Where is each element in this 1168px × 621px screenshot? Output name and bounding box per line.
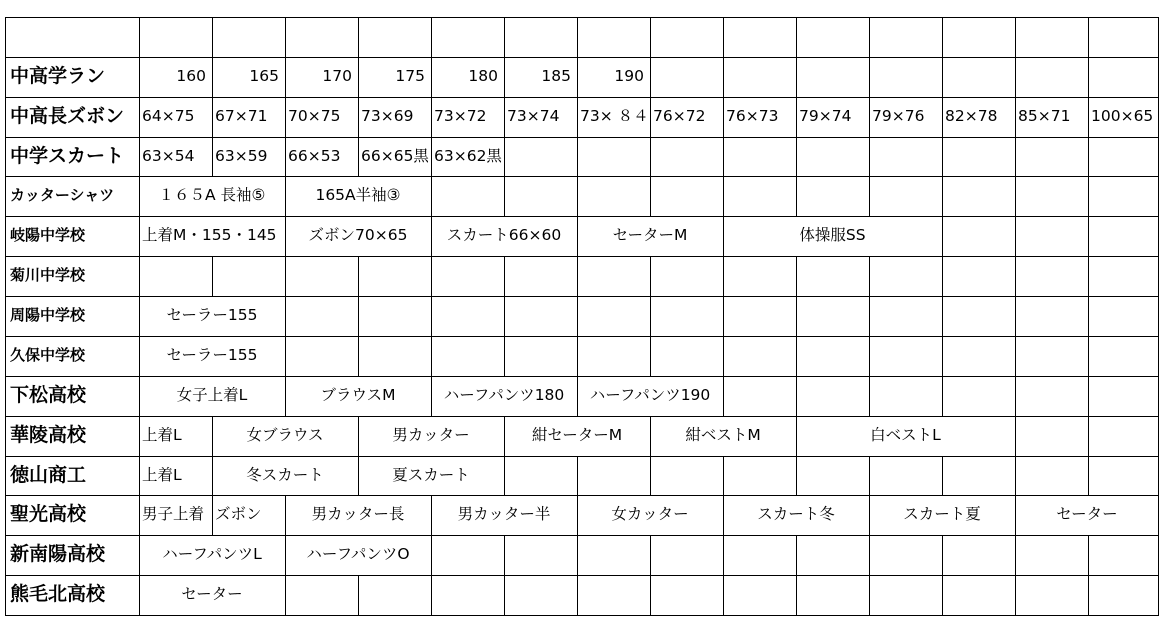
grid-vline: [1015, 97, 1016, 138]
grid-vline: [869, 57, 870, 98]
grid-vline: [5, 57, 6, 98]
table-cell: 180: [468, 66, 498, 85]
row-label: 菊川中学校: [10, 266, 86, 285]
grid-vline: [1015, 57, 1016, 98]
grid-vline: [942, 376, 943, 417]
grid-vline: [5, 336, 6, 377]
grid-vline: [942, 456, 943, 496]
table-cell: 73×69: [361, 106, 414, 125]
grid-vline: [1088, 336, 1089, 377]
grid-vline: [504, 535, 505, 576]
table-cell: セーラー155: [166, 345, 258, 364]
table-cell: 上着L: [142, 465, 182, 484]
table-cell: 160: [176, 66, 206, 85]
grid-vline: [942, 535, 943, 576]
grid-vline: [650, 97, 651, 138]
grid-vline: [1015, 176, 1016, 217]
grid-vline: [650, 57, 651, 98]
table-cell: 79×74: [799, 106, 852, 125]
grid-vline: [358, 97, 359, 138]
table-cell: 夏スカート: [392, 465, 470, 484]
grid-vline: [723, 575, 724, 616]
table-cell: 体操服SS: [799, 226, 866, 245]
grid-vline: [942, 137, 943, 177]
table-cell: 175: [395, 66, 425, 85]
grid-vline: [5, 216, 6, 257]
table-cell: 男子上着: [142, 505, 205, 524]
grid-vline: [5, 176, 6, 217]
table-cell: 上着L: [142, 425, 182, 444]
grid-vline: [139, 137, 140, 177]
grid-vline: [5, 575, 6, 616]
table-cell: 185: [541, 66, 571, 85]
grid-hline: [5, 137, 1159, 138]
grid-vline: [5, 296, 6, 337]
grid-vline: [796, 336, 797, 377]
grid-hline: [5, 495, 1159, 496]
grid-vline: [1158, 456, 1159, 496]
table-cell: 上着M・155・145: [142, 226, 277, 245]
grid-vline: [723, 57, 724, 98]
grid-vline: [723, 376, 724, 417]
grid-vline: [285, 336, 286, 377]
grid-vline: [796, 57, 797, 98]
grid-vline: [869, 137, 870, 177]
table-cell: 66×65黒: [361, 146, 429, 165]
grid-vline: [504, 296, 505, 337]
grid-vline: [942, 97, 943, 138]
grid-vline: [796, 456, 797, 496]
grid-vline: [650, 535, 651, 576]
grid-vline: [212, 97, 213, 138]
grid-vline: [5, 456, 6, 496]
grid-vline: [285, 296, 286, 337]
row-label: 華陵高校: [10, 423, 87, 446]
grid-vline: [942, 256, 943, 297]
grid-vline: [1015, 256, 1016, 297]
grid-vline: [650, 176, 651, 217]
row-label: 新南陽高校: [10, 543, 106, 566]
table-cell: 63×59: [215, 146, 268, 165]
grid-vline: [1158, 336, 1159, 377]
grid-vline: [5, 376, 6, 417]
grid-vline: [504, 97, 505, 138]
grid-vline: [796, 575, 797, 616]
grid-vline: [431, 535, 432, 576]
table-cell: ハーフパンツL: [162, 545, 262, 564]
grid-hline: [5, 376, 1159, 377]
grid-vline: [1158, 137, 1159, 177]
table-cell: 170: [322, 66, 352, 85]
grid-vline: [723, 97, 724, 138]
grid-vline: [1158, 535, 1159, 576]
grid-vline: [504, 176, 505, 217]
grid-vline: [1158, 376, 1159, 417]
grid-vline: [504, 575, 505, 616]
grid-vline: [1088, 97, 1089, 138]
grid-vline: [1158, 97, 1159, 138]
grid-vline: [5, 17, 6, 58]
grid-vline: [869, 256, 870, 297]
grid-vline: [139, 416, 140, 457]
grid-vline: [650, 256, 651, 297]
grid-vline: [504, 17, 505, 58]
grid-vline: [942, 176, 943, 217]
table-cell: １６５A 長袖⑤: [158, 186, 266, 205]
grid-vline: [139, 495, 140, 536]
grid-vline: [139, 456, 140, 496]
grid-vline: [1088, 137, 1089, 177]
grid-vline: [723, 535, 724, 576]
grid-vline: [1088, 376, 1089, 417]
grid-vline: [212, 137, 213, 177]
grid-vline: [1158, 575, 1159, 616]
grid-vline: [869, 176, 870, 217]
grid-vline: [431, 336, 432, 377]
table-cell: 白ベストL: [870, 425, 941, 444]
grid-vline: [577, 575, 578, 616]
table-cell: スカート66×60: [446, 226, 562, 245]
row-label: 聖光高校: [10, 503, 87, 526]
grid-vline: [650, 17, 651, 58]
grid-vline: [5, 535, 6, 576]
grid-vline: [577, 336, 578, 377]
table-cell: 女カッター: [611, 505, 689, 524]
grid-vline: [358, 17, 359, 58]
grid-vline: [1088, 456, 1089, 496]
table-cell: 63×62黒: [434, 146, 502, 165]
grid-vline: [723, 176, 724, 217]
grid-vline: [1015, 296, 1016, 337]
grid-vline: [577, 296, 578, 337]
grid-vline: [869, 575, 870, 616]
grid-vline: [212, 17, 213, 58]
grid-vline: [869, 296, 870, 337]
table-cell: 82×78: [945, 106, 998, 125]
row-label: 岐陽中学校: [10, 226, 86, 245]
grid-hline: [5, 256, 1159, 257]
grid-vline: [650, 296, 651, 337]
grid-vline: [1088, 57, 1089, 98]
grid-vline: [139, 97, 140, 138]
grid-vline: [5, 97, 6, 138]
grid-vline: [1015, 376, 1016, 417]
grid-vline: [1015, 456, 1016, 496]
table-cell: スカート夏: [903, 505, 981, 524]
grid-vline: [942, 575, 943, 616]
grid-vline: [1015, 575, 1016, 616]
row-label: 熊毛北高校: [10, 583, 106, 606]
grid-vline: [139, 256, 140, 297]
grid-vline: [796, 376, 797, 417]
grid-vline: [358, 256, 359, 297]
grid-vline: [869, 17, 870, 58]
grid-hline: [5, 416, 1159, 417]
grid-vline: [1088, 256, 1089, 297]
grid-vline: [723, 137, 724, 177]
grid-vline: [723, 296, 724, 337]
grid-vline: [869, 336, 870, 377]
grid-vline: [431, 17, 432, 58]
table-cell: 73×74: [507, 106, 560, 125]
grid-vline: [1088, 176, 1089, 217]
grid-vline: [1015, 416, 1016, 457]
grid-vline: [577, 137, 578, 177]
row-label: 中学スカート: [10, 144, 125, 167]
grid-vline: [1158, 176, 1159, 217]
grid-vline: [5, 495, 6, 536]
grid-vline: [431, 296, 432, 337]
table-cell: 女ブラウス: [246, 425, 324, 444]
table-cell: 165A半袖③: [315, 186, 401, 205]
grid-vline: [1088, 296, 1089, 337]
grid-hline: [5, 296, 1159, 297]
grid-hline: [5, 336, 1159, 337]
table-cell: 男カッター: [392, 425, 470, 444]
grid-hline: [5, 216, 1159, 217]
grid-vline: [1015, 216, 1016, 257]
grid-vline: [1158, 416, 1159, 457]
grid-vline: [1088, 575, 1089, 616]
table-cell: ブラウスM: [320, 385, 396, 404]
grid-vline: [1015, 535, 1016, 576]
table-cell: セーラー155: [166, 306, 258, 325]
row-label: 久保中学校: [10, 345, 86, 364]
table-cell: 紺セーターM: [531, 425, 623, 444]
grid-vline: [796, 137, 797, 177]
grid-vline: [285, 137, 286, 177]
grid-hline: [5, 575, 1159, 576]
table-cell: 73×72: [434, 106, 487, 125]
grid-vline: [504, 336, 505, 377]
table-cell: セーターM: [612, 226, 688, 245]
grid-vline: [139, 17, 140, 58]
table-cell: 76×72: [653, 106, 706, 125]
grid-vline: [577, 456, 578, 496]
grid-vline: [431, 137, 432, 177]
grid-vline: [358, 137, 359, 177]
inventory-table: [5, 17, 1159, 615]
grid-vline: [796, 17, 797, 58]
row-label: 徳山商工: [10, 463, 87, 486]
table-cell: 70×75: [288, 106, 341, 125]
grid-vline: [1158, 256, 1159, 297]
grid-vline: [1158, 57, 1159, 98]
table-cell: 冬スカート: [246, 465, 324, 484]
grid-vline: [1088, 17, 1089, 58]
grid-vline: [1088, 416, 1089, 457]
grid-vline: [1088, 216, 1089, 257]
table-cell: ハーフパンツ180: [443, 385, 565, 404]
grid-vline: [942, 296, 943, 337]
row-label: 中高学ラン: [10, 64, 106, 87]
table-cell: 64×75: [142, 106, 195, 125]
grid-vline: [577, 535, 578, 576]
table-cell: ハーフパンツ190: [589, 385, 711, 404]
grid-vline: [796, 296, 797, 337]
grid-hline: [5, 456, 1159, 457]
grid-vline: [650, 336, 651, 377]
grid-hline: [5, 176, 1159, 177]
grid-vline: [431, 256, 432, 297]
table-cell: ズボン: [215, 505, 262, 524]
table-cell: ズボン70×65: [308, 226, 408, 245]
grid-vline: [577, 176, 578, 217]
grid-hline: [5, 615, 1159, 616]
grid-vline: [212, 495, 213, 536]
table-cell: 79×76: [872, 106, 925, 125]
table-cell: ハーフパンツO: [306, 545, 410, 564]
grid-vline: [869, 456, 870, 496]
table-cell: 165: [249, 66, 279, 85]
table-cell: 男カッター半: [457, 505, 551, 524]
grid-vline: [431, 176, 432, 217]
grid-vline: [1088, 535, 1089, 576]
grid-vline: [358, 336, 359, 377]
grid-vline: [212, 256, 213, 297]
grid-hline: [5, 535, 1159, 536]
grid-vline: [723, 17, 724, 58]
grid-vline: [504, 456, 505, 496]
grid-vline: [1015, 137, 1016, 177]
row-label: カッターシャツ: [10, 186, 115, 205]
grid-vline: [5, 416, 6, 457]
grid-vline: [796, 256, 797, 297]
grid-vline: [504, 256, 505, 297]
table-cell: 85×71: [1018, 106, 1071, 125]
grid-vline: [869, 97, 870, 138]
table-cell: 76×73: [726, 106, 779, 125]
grid-vline: [358, 575, 359, 616]
row-label: 中高長ズボン: [10, 104, 125, 127]
grid-vline: [942, 216, 943, 257]
grid-vline: [431, 97, 432, 138]
table-cell: 紺ベストM: [685, 425, 761, 444]
table-cell: 女子上着L: [176, 385, 248, 404]
table-cell: 63×54: [142, 146, 195, 165]
table-cell: セーター: [181, 585, 243, 604]
grid-vline: [723, 456, 724, 496]
grid-vline: [650, 575, 651, 616]
row-label: 下松高校: [10, 383, 87, 406]
grid-vline: [5, 137, 6, 177]
grid-vline: [650, 137, 651, 177]
grid-vline: [1015, 17, 1016, 58]
grid-hline: [5, 97, 1159, 98]
grid-vline: [869, 376, 870, 417]
table-cell: セーター: [1056, 505, 1118, 524]
grid-vline: [1158, 17, 1159, 58]
grid-hline: [5, 57, 1159, 58]
grid-vline: [577, 17, 578, 58]
grid-vline: [1015, 336, 1016, 377]
grid-hline: [5, 17, 1159, 18]
grid-vline: [504, 137, 505, 177]
grid-vline: [796, 97, 797, 138]
table-cell: 男カッター長: [311, 505, 405, 524]
grid-vline: [1158, 296, 1159, 337]
grid-vline: [723, 336, 724, 377]
grid-vline: [796, 535, 797, 576]
grid-vline: [358, 296, 359, 337]
grid-vline: [285, 575, 286, 616]
grid-vline: [942, 17, 943, 58]
table-cell: スカート冬: [757, 505, 835, 524]
grid-vline: [285, 256, 286, 297]
grid-vline: [723, 256, 724, 297]
grid-vline: [650, 456, 651, 496]
grid-vline: [869, 535, 870, 576]
grid-vline: [431, 575, 432, 616]
grid-vline: [5, 256, 6, 297]
grid-vline: [577, 97, 578, 138]
grid-vline: [577, 256, 578, 297]
table-cell: 66×53: [288, 146, 341, 165]
grid-vline: [796, 176, 797, 217]
table-cell: 73× ８４: [580, 106, 649, 125]
table-cell: 67×71: [215, 106, 268, 125]
grid-vline: [285, 97, 286, 138]
grid-vline: [1158, 216, 1159, 257]
row-label: 周陽中学校: [10, 306, 86, 325]
table-cell: 100×65: [1091, 106, 1154, 125]
table-cell: 190: [614, 66, 644, 85]
grid-vline: [942, 336, 943, 377]
grid-vline: [139, 216, 140, 257]
grid-vline: [285, 17, 286, 58]
grid-vline: [942, 57, 943, 98]
